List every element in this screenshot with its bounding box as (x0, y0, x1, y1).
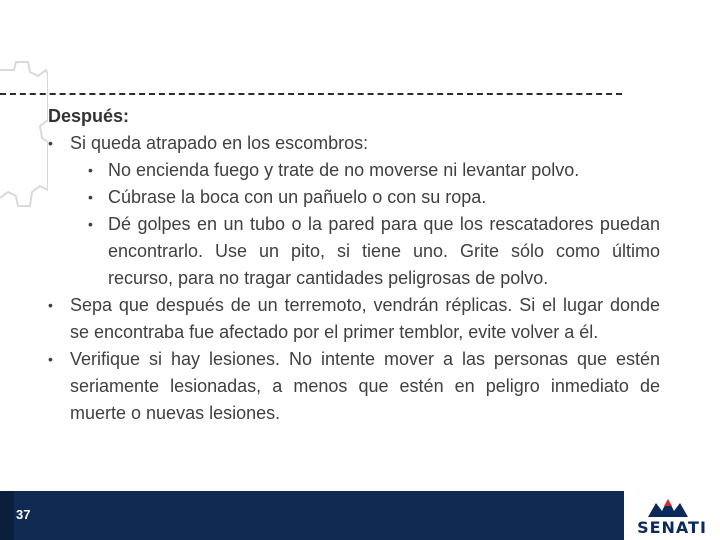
logo-text: SENATI (637, 518, 707, 537)
sub-list-item-text: Dé golpes en un tubo o la pared para que los rescatadores puedan encontrarlo. Use un pito, si tiene uno. Grite sólo como último recurso, para no tragar cantidades peligrosas de polvo. (108, 214, 660, 288)
footer-accent (0, 491, 14, 540)
slide-body (48, 103, 660, 427)
bullet-icon: • (88, 189, 93, 205)
list-item (48, 346, 660, 427)
sub-list-item-text: No encienda fuego y trate de no moverse ni levantar polvo. (108, 160, 580, 180)
bullet-icon: • (48, 351, 53, 367)
list-item-text: Si queda atrapado en los escombros: (70, 133, 369, 153)
slide-heading: Después: (48, 106, 130, 126)
bullet-icon: • (48, 297, 53, 313)
sub-list-item (70, 211, 660, 292)
bullet-icon: • (88, 216, 93, 232)
list-item-text: Verifique si hay lesiones. No intente mover a las personas que estén seriamente lesionadas, a menos que estén en peligro inmediato de muerte o nuevas lesiones. (70, 349, 660, 423)
senati-logo-icon (644, 497, 700, 519)
sub-list-item (70, 157, 660, 184)
bullet-list (48, 130, 660, 427)
gear-outline-icon (0, 60, 48, 210)
sub-list-item (70, 184, 660, 211)
bullet-icon: • (48, 135, 53, 151)
sub-list-item-text: Cúbrase la boca con un pañuelo o con su ropa. (108, 187, 487, 207)
bullet-icon: • (88, 162, 93, 178)
list-item (48, 130, 660, 292)
list-item (48, 292, 660, 346)
page-number: 37 (16, 507, 31, 522)
dashed-divider (0, 93, 622, 95)
footer-bar (0, 491, 720, 540)
sub-bullet-list (70, 157, 660, 292)
list-item-text: Sepa que después de un terremoto, vendrán réplicas. Si el lugar donde se encontraba fue afectado por el primer temblor, evite volver a él. (70, 295, 660, 342)
senati-logo (624, 491, 720, 540)
